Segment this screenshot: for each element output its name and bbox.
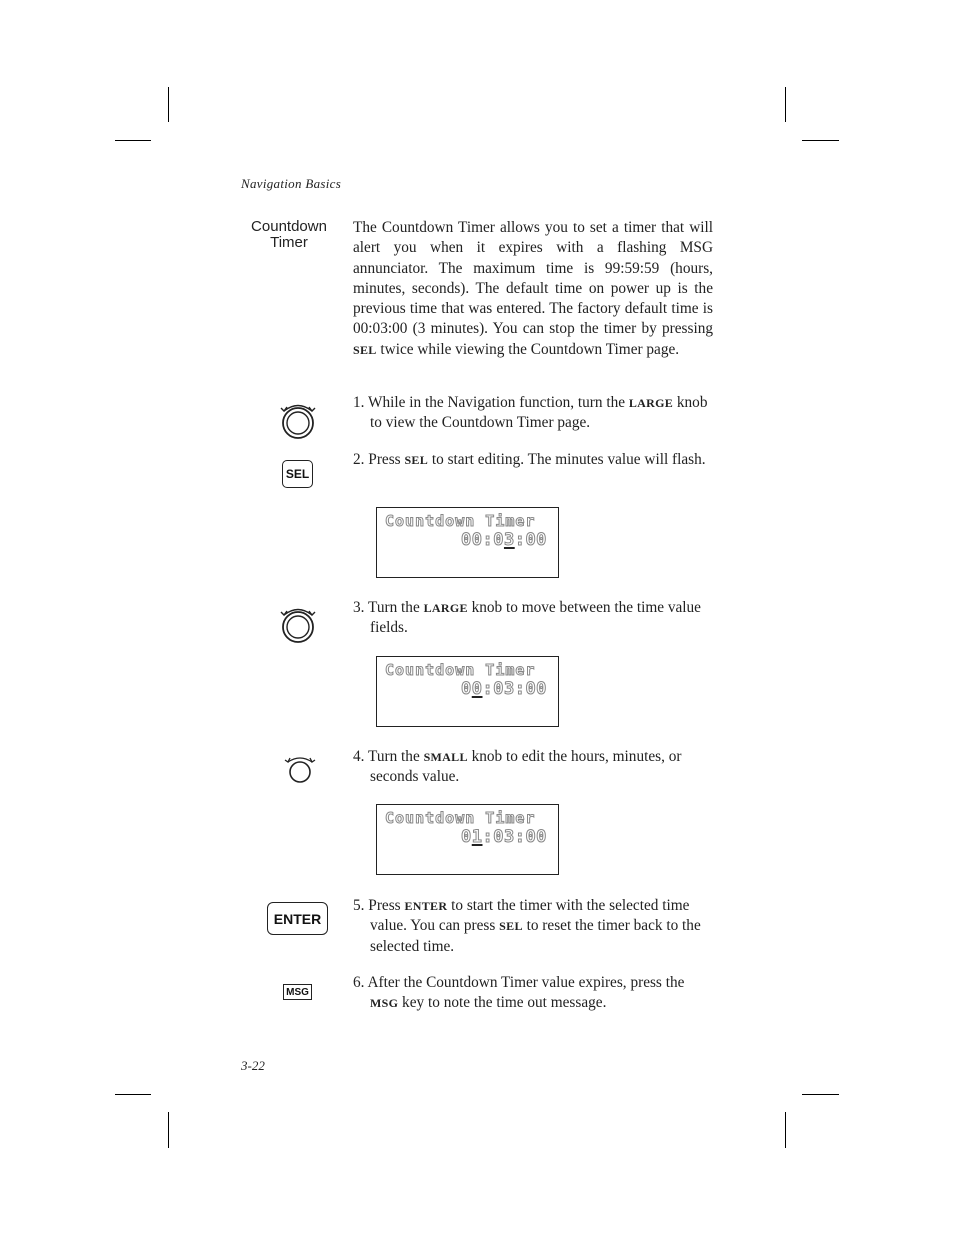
msg-key-icon: MSG [283,984,312,1000]
page-number: 3-22 [241,1058,265,1073]
lcd-display [376,507,559,578]
crop-mark [785,87,786,122]
running-header: Navigation Basics [241,176,342,191]
crop-mark [115,1094,151,1095]
large-knob-icon [278,606,320,646]
cursor-digit: 1 [471,827,483,847]
step-2: 2. Press SEL to start editing. The minutes value will flash. [353,451,706,468]
crop-mark [168,1112,169,1148]
lcd-time-value: 01:03:00 [461,827,547,847]
section-heading: Countdown Timer [251,218,327,251]
step-3: 3. Turn the LARGE knob to move between the time value fields. [353,599,701,637]
lcd-display [376,656,559,727]
crop-mark [115,140,151,141]
key-ref: SEL [353,342,377,357]
crop-mark [785,1112,786,1148]
lcd-display [376,804,559,875]
lcd-title: Countdown Timer [385,512,536,530]
lcd-time-value: 00:03:00 [461,679,547,699]
small-knob-icon [283,755,317,785]
lcd-time-value: 00:03:00 [461,530,547,550]
enter-key-icon: ENTER [267,902,328,935]
large-knob-icon [278,402,320,442]
lcd-title: Countdown Timer [385,661,536,679]
step-5: 5. Press ENTER to start the timer with the selected time value. You can press SEL to reset the timer back to the selected time. [353,897,701,955]
crop-mark [802,1094,839,1095]
key-ref: LARGE [423,601,468,615]
sel-key-icon: SEL [282,460,313,488]
key-ref: LARGE [628,396,674,410]
key-ref: ENTER [404,899,448,913]
crop-mark [168,87,169,122]
cursor-digit: 3 [503,530,515,550]
step-1: 1. While in the Navigation function, turn the LARGE knob to view the Countdown Timer page. [353,394,708,432]
key-ref: SMALL [423,750,468,764]
key-ref: SEL [404,453,429,467]
step-4: 4. Turn the SMALL knob to edit the hours, minutes, or seconds value. [353,748,682,786]
key-ref: MSG [370,996,399,1011]
crop-mark [802,140,839,141]
cursor-digit: 0 [471,679,483,699]
key-ref: SEL [499,919,523,934]
step-6: 6. After the Countdown Timer value expires, press the MSG key to note the time out message. [353,974,685,1012]
intro-paragraph: The Countdown Timer allows you to set a timer that will alert you when it expires with a flashing MSG annunciator. The maximum time is 99:59:59 (hours, minutes, seconds). The default time on power up is the previous time that was entered. The factory default time is 00:03:00 (3 minutes). You can stop the timer by pressing SEL twice while viewing the Countdown Timer page. [353,219,713,358]
lcd-title: Countdown Timer [385,809,536,827]
